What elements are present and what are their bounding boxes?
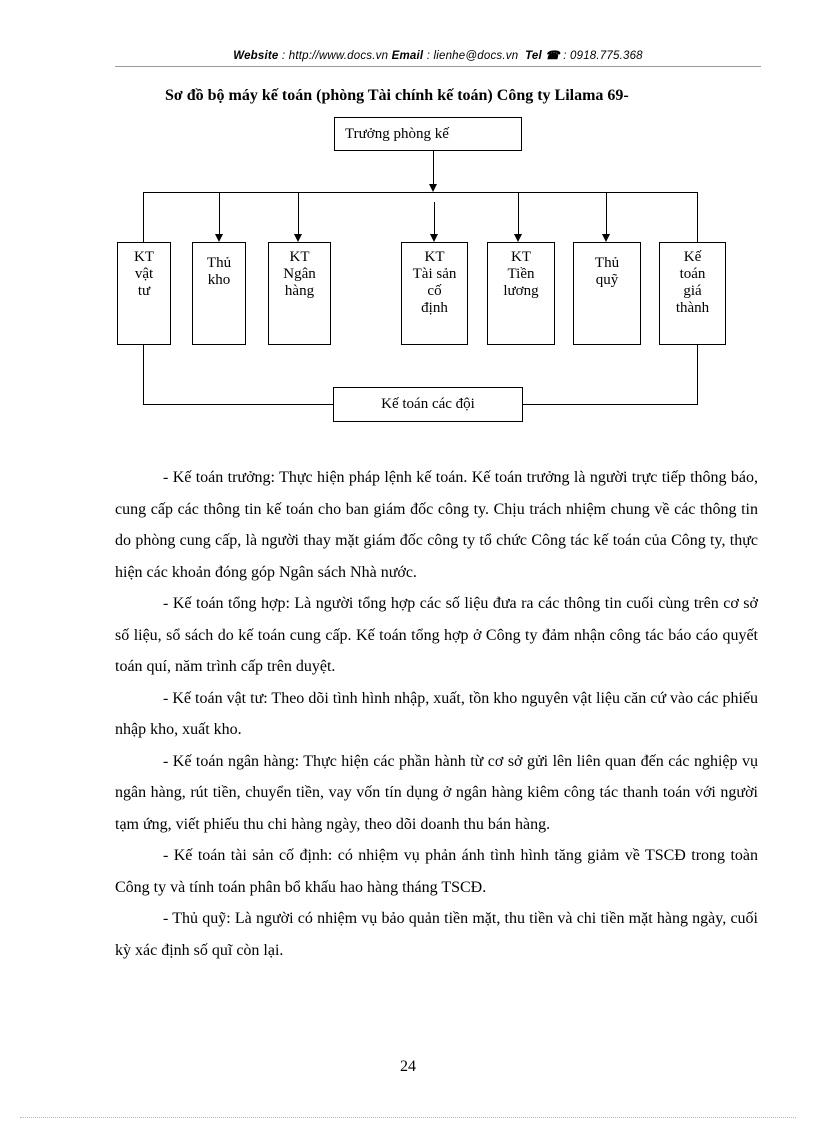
org-chart: [0, 110, 816, 430]
email-sep: :: [423, 50, 434, 62]
unit-line: Kế: [683, 249, 702, 265]
paragraph: - Kế toán ngân hàng: Thực hiện các phần hành từ cơ sở gửi lên liên quan đến các nghiệp vụ ngân hàng, rút tiền, chuyển tiền, vay vốn tín dụng ở ngân hàng kiêm công tác thanh toán với người tạm ứng, viết phiếu thu chi hàng ngày, theo dõi doanh thu bán hàng.: [115, 752, 758, 833]
connector: [606, 192, 607, 236]
email-value[interactable]: lienhe@docs.vn: [433, 50, 519, 62]
header-divider: [115, 66, 761, 67]
unit-line: quỹ: [595, 272, 619, 288]
email-label: Email: [391, 50, 424, 62]
unit-box-bank: [268, 242, 331, 345]
unit-line: giá: [683, 283, 702, 299]
unit-line: vật: [134, 266, 154, 282]
phone-icon: ☎: [545, 50, 560, 62]
unit-line: lương: [503, 283, 539, 299]
chief-accountant-box: [334, 117, 522, 151]
website-label: Website: [233, 50, 279, 62]
connector: [298, 192, 299, 236]
arrow-down-icon: [294, 234, 302, 242]
tel-value: : 0918.775.368: [559, 50, 643, 62]
arrow-down-icon: [215, 234, 223, 242]
connector: [518, 192, 519, 236]
unit-box-materials: [117, 242, 171, 345]
unit-line: tư: [137, 283, 151, 299]
unit-line: KT: [424, 249, 445, 265]
unit-line: Ngân: [283, 266, 316, 282]
body-text: [115, 462, 758, 966]
page-header: [115, 48, 761, 62]
unit-line: Tiền: [507, 266, 535, 282]
arrow-down-icon: [602, 234, 610, 242]
unit-line: KT: [289, 249, 310, 265]
footer-divider: [20, 1117, 796, 1118]
paragraph: - Thủ quỹ: Là người có nhiệm vụ bảo quản tiền mặt, thu tiền và chi tiền mặt hàng ngày, cuối kỳ xác định số quĩ còn lại.: [115, 910, 758, 959]
tel-label: Tel: [525, 50, 542, 62]
unit-box-storekeeper: [192, 242, 246, 345]
connector: [143, 404, 333, 405]
connector: [434, 202, 435, 238]
paragraph: - Kế toán trưởng: Thực hiện pháp lệnh kế toán. Kế toán trưởng là người trực tiếp thông báo, cung cấp các thông tin kế toán cho ban giám đốc công ty. Chịu trách nhiệm chung về các thông tin do phòng cung cấp, là người thay mặt giám đốc công ty tổ chức Công tác kế toán của Công ty, thực hiện các khoản đóng góp Ngân sách Nhà nước.: [115, 469, 758, 581]
connector: [219, 192, 220, 236]
unit-line: Thủ: [594, 255, 620, 271]
unit-line: kho: [207, 272, 231, 288]
connector: [143, 192, 144, 242]
unit-line: định: [421, 300, 448, 316]
chief-accountant-label: Trưởng phòng kế: [345, 126, 449, 142]
unit-line: Thủ: [206, 255, 232, 271]
unit-box-salary: [487, 242, 555, 345]
connector: [143, 345, 144, 405]
connector: [697, 192, 698, 242]
connector: [697, 345, 698, 405]
connector: [523, 404, 698, 405]
unit-line: cố: [427, 283, 442, 299]
unit-box-fixed-assets: [401, 242, 468, 345]
paragraph: - Kế toán tài sản cố định: có nhiệm vụ phản ánh tình hình tăng giảm về TSCĐ trong toàn Công ty và tính toán phân bổ khấu hao hàng tháng TSCĐ.: [115, 847, 758, 896]
unit-line: KT: [134, 249, 154, 265]
website-url[interactable]: http://www.docs.vn: [288, 50, 389, 62]
page-number: 24: [400, 1058, 416, 1075]
diagram-title: Sơ đồ bộ máy kế toán (phòng Tài chính kế toán) Công ty Lilama 69-: [165, 87, 629, 104]
team-accountants-label: Kế toán các đội: [381, 396, 475, 412]
unit-line: thành: [675, 300, 710, 316]
arrow-down-icon: [429, 184, 437, 192]
team-accountants-box: [333, 387, 523, 422]
paragraph: - Kế toán tổng hợp: Là người tổng hợp các số liệu đưa ra các thông tin cuối cùng trên cơ sở số liệu, sổ sách do kế toán cung cấp. Kế toán tổng hợp ở Công ty đảm nhận công tác báo cáo quyết toán quí, năm trình cấp trên duyệt.: [115, 595, 758, 675]
arrow-down-icon: [514, 234, 522, 242]
unit-line: Tài sản: [412, 266, 457, 282]
unit-line: toán: [679, 266, 706, 282]
unit-line: hàng: [284, 283, 315, 299]
connector: [143, 192, 698, 193]
website-sep: :: [278, 50, 289, 62]
unit-box-costing: [659, 242, 726, 345]
unit-line: KT: [511, 249, 531, 265]
paragraph: - Kế toán vật tư: Theo dõi tình hình nhập, xuất, tồn kho nguyên vật liệu căn cứ vào các phiếu nhập kho, xuất kho.: [115, 689, 758, 738]
arrow-down-icon: [430, 234, 438, 242]
unit-box-cashier: [573, 242, 641, 345]
